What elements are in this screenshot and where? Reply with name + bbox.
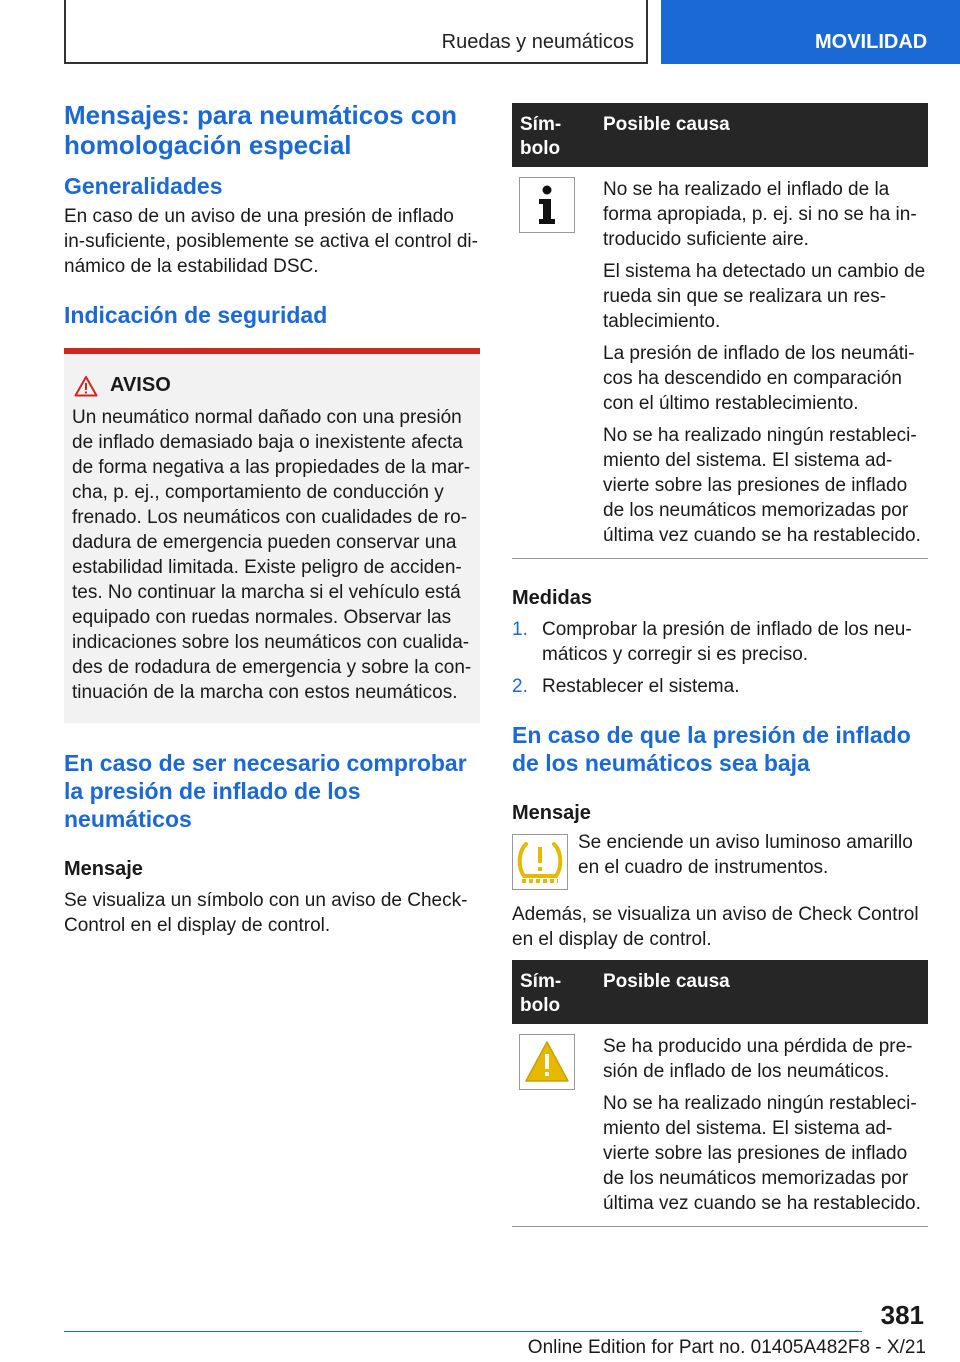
table-header-cause: Posible causa [603, 114, 730, 135]
table-row [512, 1024, 928, 1227]
general-heading: Generalidades [64, 173, 223, 199]
list-number: 2. [512, 676, 528, 697]
list-text: Comprobar la presión de inflado de los neu-máticos y corregir si es preciso. [542, 619, 912, 665]
general-text: En caso de un aviso de una presión de inflado in-suficiente, posiblemente se activa el control di-námico de la estabilidad DSC. [64, 206, 478, 277]
check-pressure-heading: En caso de ser necesario comprobar la presión de inflado de los neumáticos [64, 750, 467, 832]
message-row [512, 834, 928, 890]
message-heading-left: Mensaje [64, 858, 143, 880]
cause-text: La presión de inflado de los neumáti-cos ha descendido en comparación con el último restablecimiento. [603, 343, 915, 414]
warning-triangle-icon [519, 1034, 575, 1090]
left-column [64, 100, 480, 938]
list-text: Restablecer el sistema. [542, 676, 740, 697]
cause-text: El sistema ha detectado un cambio de rueda sin que se realizara un res-tablecimiento. [603, 261, 926, 332]
warning-title: AVISO [110, 374, 171, 396]
warning-triangle-icon [74, 375, 98, 397]
right-column [512, 103, 928, 1227]
footer-divider [64, 1331, 862, 1332]
cause-text: No se ha realizado ningún restableci-miento del sistema. El sistema ad-vierte sobre las presiones de inflado de los neumáticos memorizadas por última vez cuando se ha restablecido. [603, 1093, 921, 1214]
measures-list [512, 617, 928, 699]
footer-edition: Online Edition for Part no. 01405A482F8 - X/21 [527, 1337, 926, 1358]
table-header-symbol: Sím-bolo [520, 114, 562, 159]
measures-heading: Medidas [512, 587, 593, 609]
table-header-cause: Posible causa [603, 971, 730, 992]
table-header-symbol: Sím-bolo [520, 971, 562, 1016]
header-section-title: Ruedas y neumáticos [441, 31, 634, 53]
cause-table-1 [512, 103, 928, 559]
cause-text: No se ha realizado ningún restableci-miento del sistema. El sistema ad-vierte sobre las presiones de inflado de los neumáticos memorizadas por última vez cuando se ha restablecido. [603, 425, 921, 546]
low-pressure-heading: En caso de que la presión de inflado de los neumáticos sea baja [512, 722, 911, 776]
header-section-box [64, 0, 648, 64]
warning-title-row [72, 374, 472, 397]
message-text-left: Se visualiza un símbolo con un aviso de Check-Control en el display de control. [64, 890, 468, 936]
list-number: 1. [512, 619, 528, 640]
message-heading-right: Mensaje [512, 802, 591, 824]
message-text-right: Se enciende un aviso luminoso amarillo en el cuadro de instrumentos. [578, 832, 913, 878]
cause-text: Se ha producido una pérdida de pre-sión de inflado de los neumáticos. [603, 1036, 913, 1082]
cause-text: No se ha realizado el inflado de la forma apropiada, p. ej. si no se ha in-troducido suficiente aire. [603, 179, 917, 250]
page-title: Mensajes: para neumáticos con homologación especial [64, 100, 458, 160]
page-number: 381 [880, 1300, 924, 1330]
header-chapter-title: MOVILIDAD [815, 31, 928, 53]
table-header [512, 103, 928, 167]
info-icon [519, 177, 575, 233]
warning-text: Un neumático normal dañado con una presión de inflado demasiado baja o inexistente afecta de forma negativa a las propiedades de la mar-cha, p. ej., comportamiento de conducción y frenado. Los neumáticos con cualidades de ro-dadura de emergencia pueden conservar una estabilidad limitada. Existe peligro de acciden-tes. No continuar la marcha si el vehículo está equipado con ruedas normales. Observar las indicaciones sobre los neumáticos con cualida-des de rodadura de emergencia y sobre la con-tinuación de la marcha con estos neumáticos. [72, 407, 472, 703]
safety-heading: Indicación de seguridad [64, 302, 328, 328]
table-header [512, 960, 928, 1024]
cause-table-2 [512, 960, 928, 1227]
list-item [512, 674, 928, 699]
also-text: Además, se visualiza un aviso de Check Control en el display de control. [512, 904, 919, 950]
warning-box [64, 348, 480, 723]
list-item [512, 617, 928, 667]
tire-pressure-warning-icon [512, 834, 568, 890]
header-chapter-box [661, 0, 960, 64]
table-row [512, 167, 928, 559]
